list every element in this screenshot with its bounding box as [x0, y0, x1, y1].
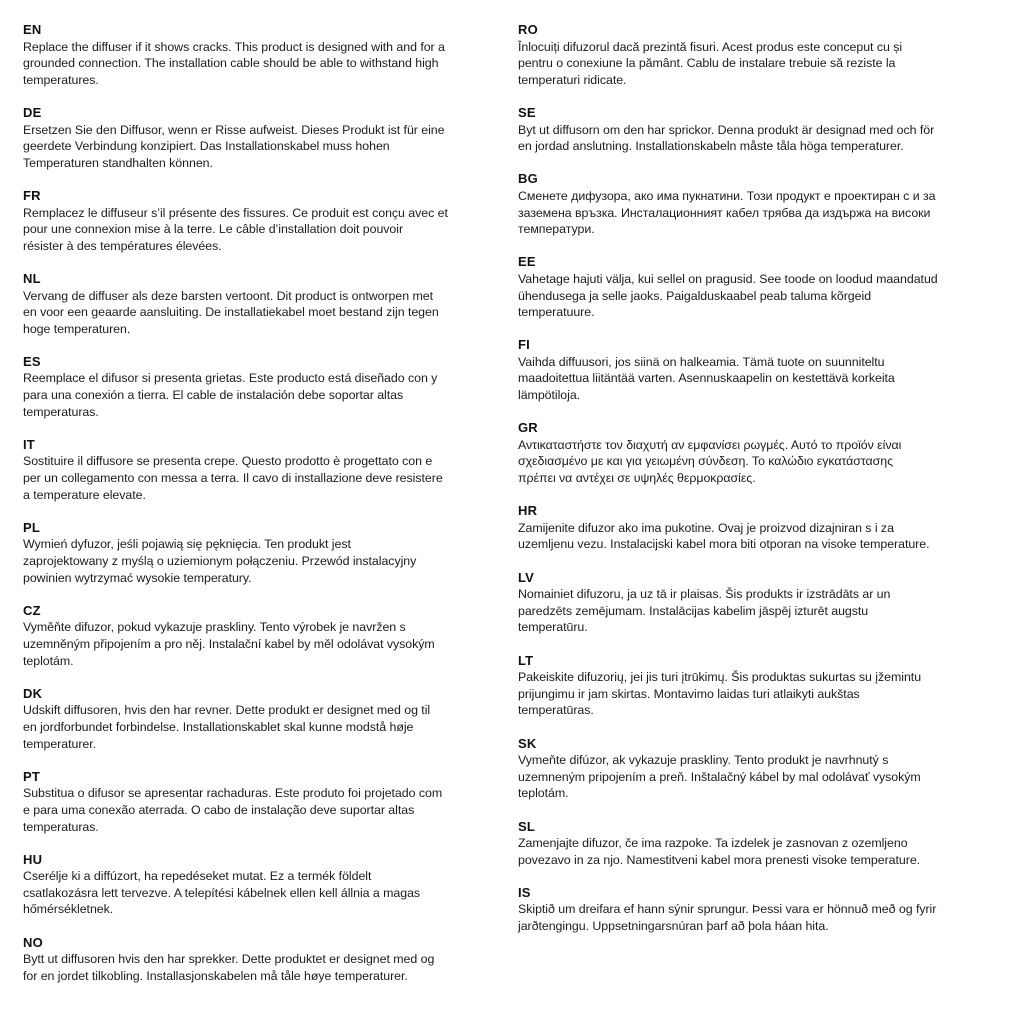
text-line: prijungimu ir jam skirtas. Montavimo laidas turi atlaikyti aukštas — [518, 686, 860, 701]
text-line: Zamenjajte difuzor, če ima razpoke. Ta izdelek je zasnovan z ozemljeno — [518, 836, 908, 851]
text-line: hoge temperaturen. — [23, 321, 131, 336]
language-section-lt — [518, 653, 1018, 719]
text-line: grounded connection. The installation cable should be able to withstand high — [23, 56, 439, 71]
language-section-bg — [518, 171, 1018, 237]
text-line: powinien wytrzymać wysokie temperatury. — [23, 570, 252, 585]
text-line: résister à des températures élevées. — [23, 238, 222, 253]
text-line: Înlocuiți difuzorul dacă prezintă fisuri. Acest produs este conceput cu și — [518, 39, 903, 54]
language-code-heading: RO — [518, 22, 538, 37]
language-section-no — [23, 935, 513, 985]
language-code-heading: DK — [23, 685, 43, 701]
language-section-fr — [23, 188, 513, 254]
language-section-it — [23, 437, 513, 503]
text-line: ühendusega ja selle jaoks. Paigalduskaabel peab taluma kõrgeid — [518, 288, 872, 303]
text-line: Pakeiskite difuzorių, jei jis turi įtrūkimų. Šis produktas sukurtas su įžemintu — [518, 670, 922, 685]
text-line: Remplacez le diffuseur s’il présente des fissures. Ce produit est conçu avec et — [23, 205, 448, 220]
language-code-heading: LT — [518, 652, 534, 668]
right-column — [518, 22, 1018, 951]
language-code-heading: PT — [23, 768, 41, 784]
text-line: Vymeňte difúzor, ak vykazuje praskliny. Tento produkt je navrhnutý s — [518, 753, 889, 768]
safety-instruction-paragraph — [518, 835, 1018, 868]
language-section-en — [23, 22, 513, 88]
language-section-ee — [518, 254, 1018, 320]
text-line: Vahetage hajuti välja, kui sellel on pragusid. See toode on loodud maandatud — [518, 271, 938, 286]
language-code-heading: DE — [23, 104, 42, 120]
language-code-heading: ES — [23, 353, 41, 369]
safety-instruction-paragraph — [518, 586, 1018, 636]
safety-instruction-paragraph — [23, 453, 513, 503]
safety-instruction-paragraph — [23, 951, 513, 984]
language-code-heading: SE — [518, 104, 536, 120]
text-line: Bytt ut diffusoren hvis den har sprekker. Dette produktet er designet med og — [23, 952, 435, 967]
text-line: Skiptið um dreifara ef hann sýnir sprungur. Þessi vara er hönnuð með og fyrir — [518, 902, 937, 917]
text-line: σχεδιασμένο με και για γειωμένη σύνδεση. Το καλώδιο εγκατάστασης — [518, 454, 894, 469]
language-code-heading: SK — [518, 735, 537, 751]
text-line: Sostituire il diffusore se presenta crepe. Questo prodotto è progettato con e — [23, 454, 433, 469]
safety-instruction-paragraph — [518, 752, 1018, 802]
language-code-heading: CZ — [23, 602, 41, 618]
text-line: pentru o conexiune la pământ. Cablu de instalare trebuie să reziste la — [518, 56, 896, 71]
text-line: a temperature elevate. — [23, 487, 146, 502]
safety-instruction-paragraph — [518, 188, 1018, 238]
text-line: Zamijenite difuzor ako ima pukotine. Ovaj je proizvod dizajniran s i za — [518, 520, 894, 535]
text-line: zaprojektowany z myślą o uziemionym połączeniu. Przewód instalacyjny — [23, 554, 417, 568]
text-line: Wymień dyfuzor, jeśli pojawią się pęknięcia. Ten produkt jest — [23, 537, 351, 552]
language-section-lv — [518, 570, 1018, 636]
safety-instruction-paragraph — [518, 39, 1018, 89]
language-section-ro — [518, 22, 1018, 88]
text-line: temperaturas. — [23, 404, 99, 419]
text-line: Substitua o difusor se apresentar rachaduras. Este produto foi projetado com — [23, 786, 443, 801]
language-section-pt — [23, 769, 513, 835]
text-line: temperatuure. — [518, 305, 595, 320]
text-line: Vyměňte difuzor, pokud vykazuje praskliny. Tento výrobek je navržen s — [23, 620, 406, 635]
safety-instruction-paragraph — [23, 536, 513, 586]
language-code-heading: HR — [518, 503, 538, 519]
text-line: Nomainiet difuzoru, ja uz tā ir plaisas. Šis produkts ir izstrādāts ar un — [518, 587, 891, 602]
text-line: temperaturas. — [23, 819, 99, 834]
language-code-heading: NO — [23, 934, 43, 950]
text-line: en voor een geaarde aansluiting. De installatiekabel moet bestand zijn tegen — [23, 305, 439, 320]
language-code-heading: FI — [518, 337, 530, 353]
text-line: Vaihda diffuusori, jos siinä on halkeamia. Tämä tuote on suunniteltu — [518, 354, 885, 369]
text-line: en jordforbundet forbindelse. Installationskablet skal kunne modstå høje — [23, 719, 414, 734]
language-code-heading: PL — [23, 519, 41, 535]
text-line: pour une connexion mise à la terre. Le câble d’installation doit pouvoir — [23, 222, 404, 237]
safety-instruction-paragraph — [518, 520, 1018, 553]
language-section-hr — [518, 503, 1018, 553]
safety-instruction-paragraph — [23, 39, 513, 89]
safety-instruction-paragraph — [23, 288, 513, 338]
language-section-dk — [23, 686, 513, 752]
language-code-heading: EN — [23, 22, 42, 37]
text-line: Αντικαταστήστε τον διαχυτή αν εμφανίσει ρωγμές. Αυτό το προϊόν είναι — [518, 437, 902, 452]
language-section-cz — [23, 603, 513, 669]
language-code-heading: HU — [23, 851, 43, 867]
language-section-pl — [23, 520, 513, 586]
language-section-sk — [518, 736, 1018, 802]
language-code-heading: IS — [518, 884, 531, 900]
text-line: geerdete Verbindung konzipiert. Das Installationskabel muss hohen — [23, 139, 390, 154]
safety-instruction-paragraph — [23, 785, 513, 835]
text-line: Vervang de diffuser als deze barsten vertoont. Dit product is ontworpen met — [23, 288, 433, 303]
text-line: en jordad anslutning. Installationskabeln måste tåla höga temperaturer. — [518, 139, 904, 154]
text-line: e para uma conexão aterrada. O cabo de instalação deve suportar altas — [23, 802, 415, 817]
text-line: uzemněným připojením a pro něj. Instalační kabel by měl odolávat vysokým — [23, 636, 435, 651]
text-line: Byt ut diffusorn om den har sprickor. Denna produkt är designad med och för — [518, 122, 935, 137]
text-line: temperaturer. — [23, 736, 97, 751]
text-line: uzemneným pripojením a preň. Inštalačný kábel by mal odolávať vysokým — [518, 769, 921, 784]
language-section-sl — [518, 819, 1018, 869]
text-line: заземена връзка. Инсталационният кабел трябва да издържа на високи — [518, 205, 931, 220]
text-line: per un collegamento con messa a terra. Il cavo di installazione deve resistere — [23, 471, 443, 486]
language-code-heading: NL — [23, 270, 41, 286]
language-section-nl — [23, 271, 513, 337]
text-line: Temperaturen standhalten können. — [23, 155, 213, 170]
text-line: paredzēts zemējumam. Instalācijas kabelim jāspēj izturēt augstu — [518, 603, 869, 618]
text-line: temperaturi ridicate. — [518, 72, 627, 87]
safety-instruction-paragraph — [518, 901, 1018, 934]
language-section-hu — [23, 852, 513, 918]
text-line: temperatūru. — [518, 620, 588, 635]
safety-instruction-paragraph — [518, 271, 1018, 321]
safety-instruction-paragraph — [518, 669, 1018, 719]
text-line: temperatures. — [23, 72, 99, 87]
text-line: Reemplace el difusor si presenta grietas. Este producto está diseñado con y — [23, 371, 438, 386]
text-line: температури. — [518, 222, 595, 237]
language-code-heading: FR — [23, 187, 41, 203]
text-line: Replace the diffuser if it shows cracks. This product is designed with and for a — [23, 39, 445, 54]
safety-instruction-paragraph — [518, 354, 1018, 404]
language-section-gr — [518, 420, 1018, 486]
text-line: teplotám. — [23, 653, 74, 668]
language-code-heading: GR — [518, 420, 538, 436]
safety-instruction-paragraph — [23, 370, 513, 420]
language-section-se — [518, 105, 1018, 155]
text-line: Сменете дифузора, ако има пукнатини. Този продукт е проектиран с и за — [518, 188, 936, 203]
language-section-is — [518, 885, 1018, 935]
language-section-de — [23, 105, 513, 171]
text-line: maadoitettua liitäntää varten. Asennuskaapelin on kestettävä korkeita — [518, 371, 895, 386]
language-section-fi — [518, 337, 1018, 403]
language-code-heading: LV — [518, 569, 535, 585]
language-code-heading: EE — [518, 254, 536, 270]
safety-instruction-paragraph — [518, 122, 1018, 155]
safety-instruction-paragraph — [23, 205, 513, 255]
language-code-heading: IT — [23, 436, 35, 452]
text-line: uzemljenu vezu. Instalacijski kabel mora biti otporan na visoke temperature. — [518, 537, 930, 552]
text-line: para una conexión a tierra. El cable de instalación debe soportar altas — [23, 388, 404, 403]
safety-instruction-paragraph — [23, 122, 513, 172]
language-code-heading: BG — [518, 171, 538, 187]
text-line: hőmérsékletnek. — [23, 902, 114, 917]
text-line: jarðtengingu. Uppsetningarsnúran þarf að þola háan hita. — [518, 919, 829, 934]
text-line: povezavo in za njo. Namestitveni kabel mora prenesti visoke temperature. — [518, 852, 921, 867]
language-section-es — [23, 354, 513, 420]
text-line: teplotám. — [518, 786, 569, 801]
text-line: temperatūras. — [518, 703, 594, 718]
text-line: for en jordet tilkobling. Installasjonskabelen må tåle høye temperaturer. — [23, 968, 408, 983]
safety-instruction-paragraph — [518, 437, 1018, 487]
safety-instruction-paragraph — [23, 702, 513, 752]
safety-instruction-paragraph — [23, 619, 513, 669]
text-line: csatlakozásra lett tervezve. A telepítési kábelnek ellen kell állnia a magas — [23, 885, 421, 900]
text-line: Cserélje ki a diffúzort, ha repedéseket mutat. Ez a termék földelt — [23, 869, 372, 884]
text-line: Ersetzen Sie den Diffusor, wenn er Risse aufweist. Dieses Produkt ist für eine — [23, 122, 445, 137]
text-line: lämpötiloja. — [518, 388, 581, 403]
left-column — [23, 22, 513, 1001]
text-line: πρέπει να αντέχει σε υψηλές θερμοκρασίες. — [518, 471, 756, 486]
language-code-heading: SL — [518, 818, 536, 834]
safety-instruction-paragraph — [23, 868, 513, 918]
text-line: Udskift diffusoren, hvis den har revner. Dette produkt er designet med og til — [23, 703, 431, 718]
